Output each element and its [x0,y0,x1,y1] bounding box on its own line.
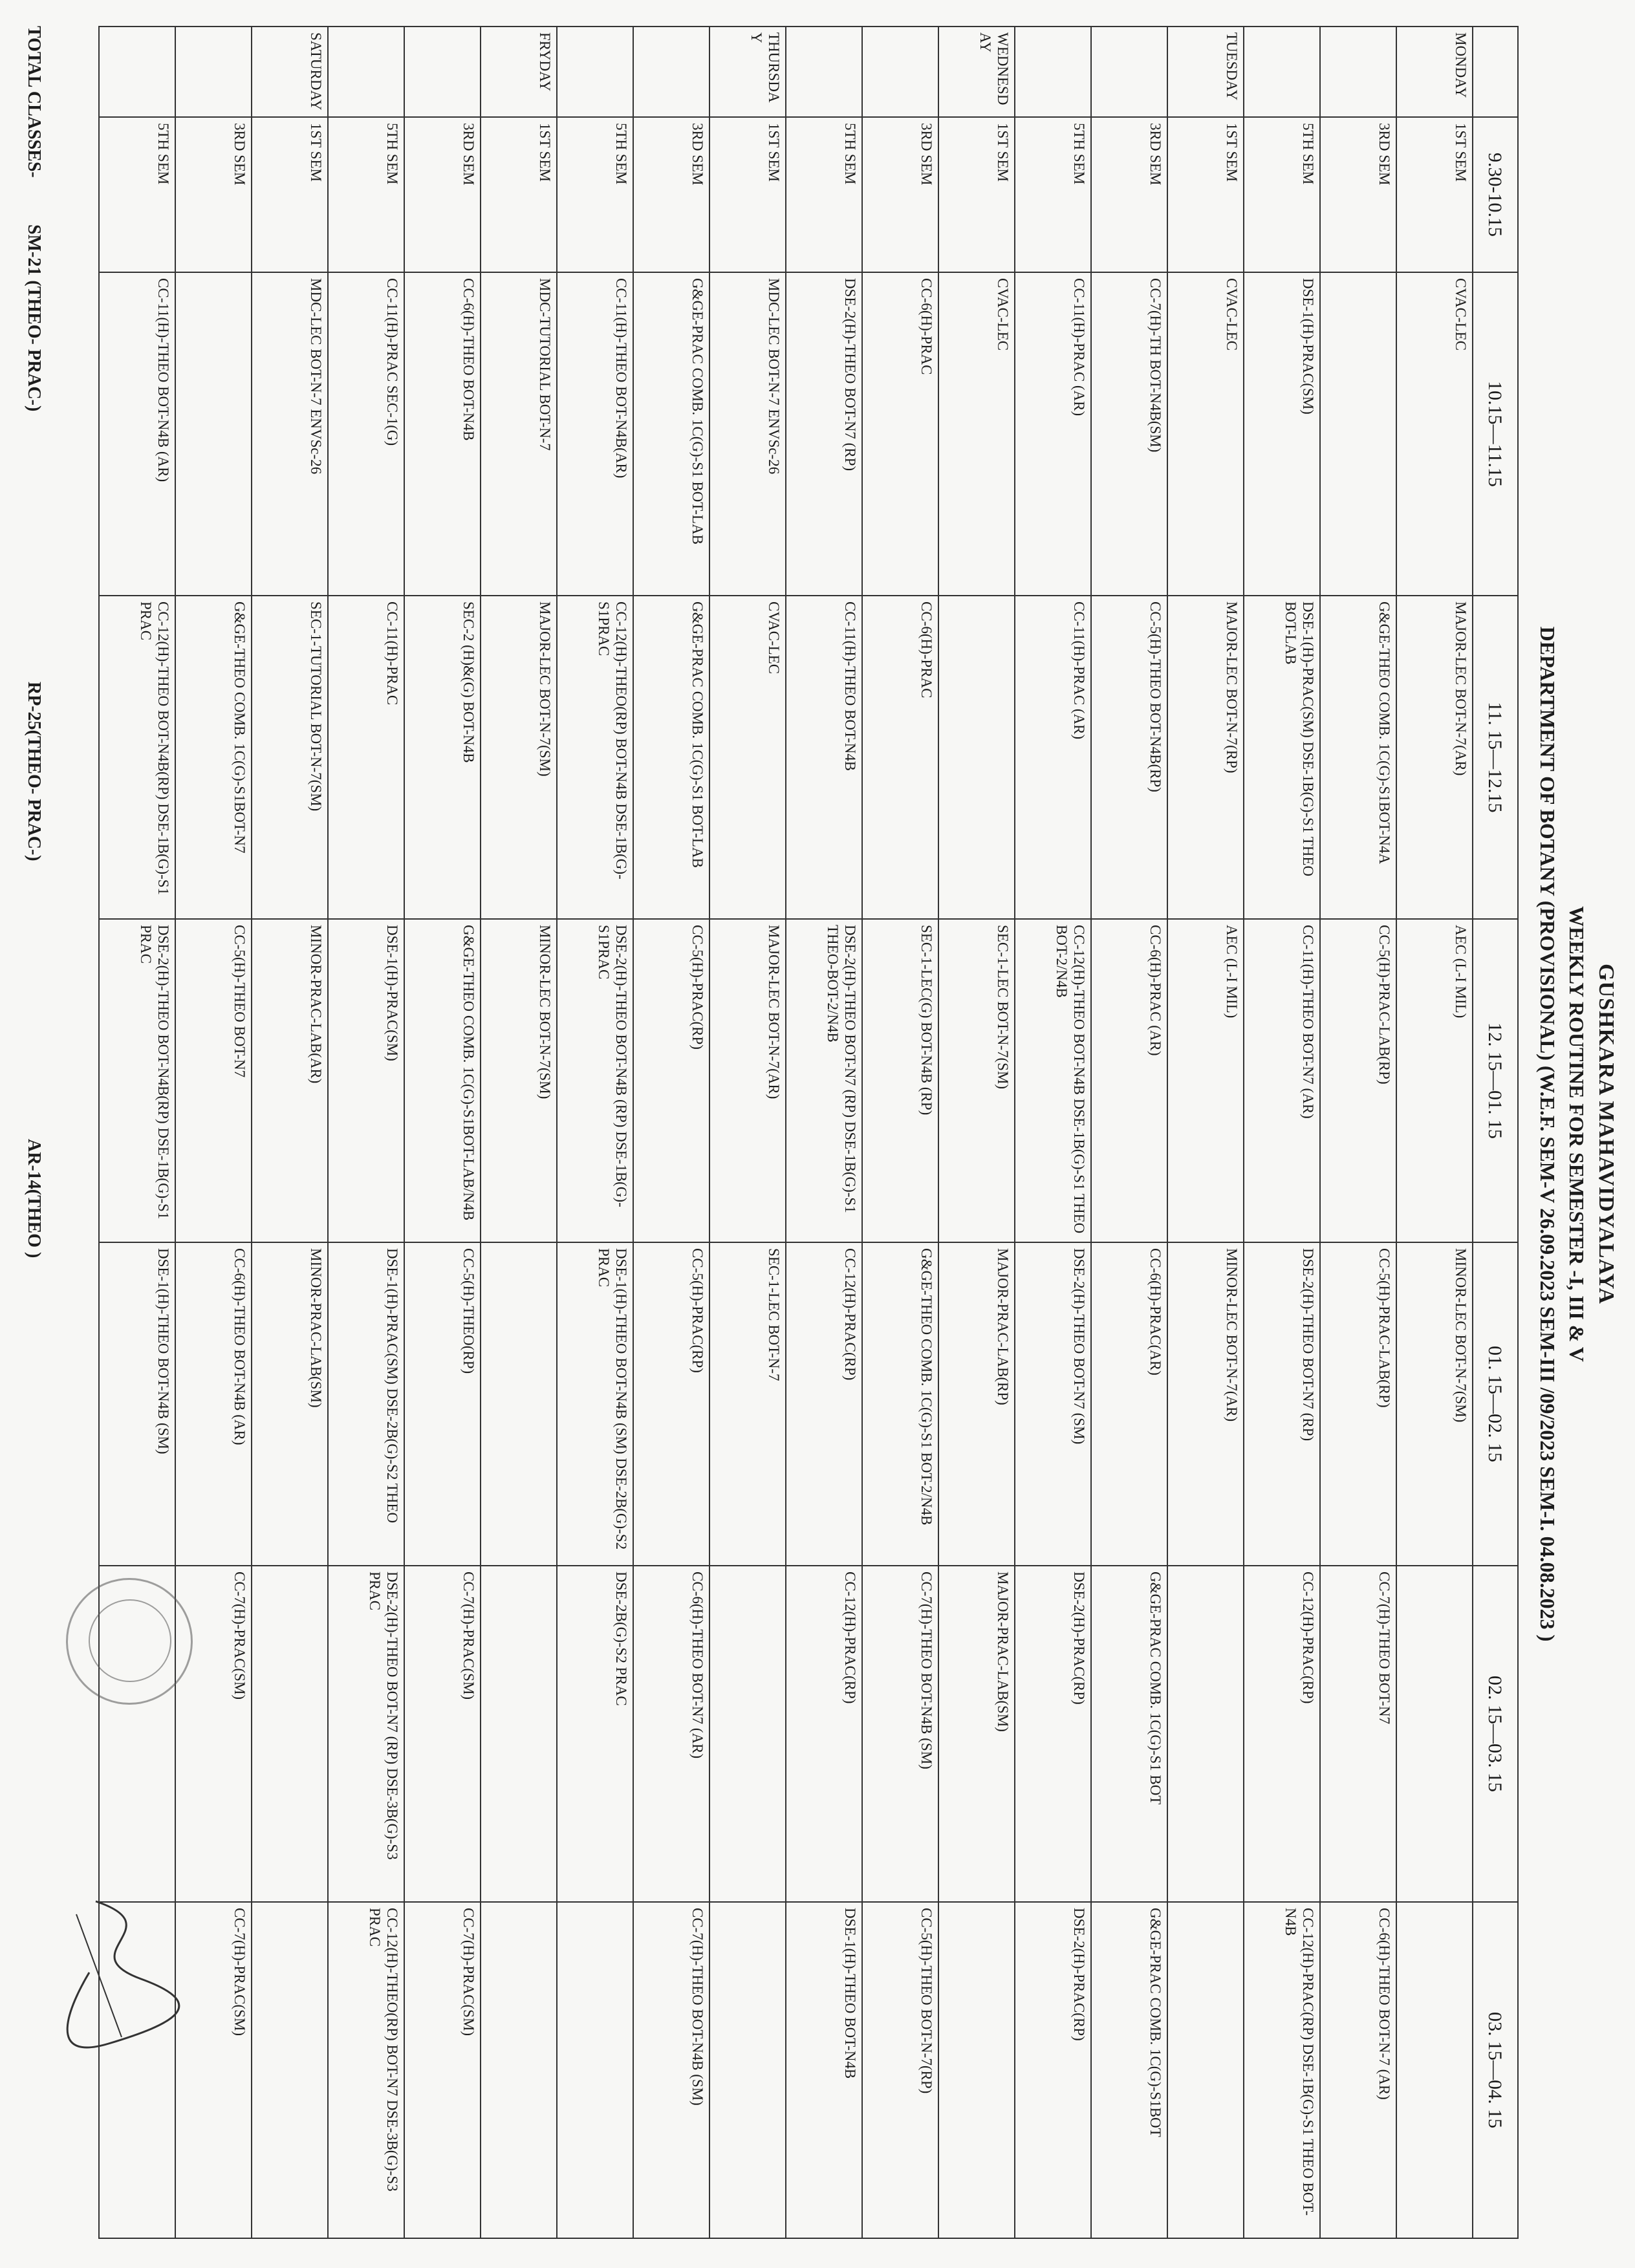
class-cell: AEC (L-I MIL) [1167,919,1244,1242]
class-cell [1320,272,1396,596]
class-cell: DSE-1(H)-PRAC(SM) DSE-1B(G)-S1 THEO BOT-LAB [1244,596,1320,919]
class-cell: DSE-2B(G)-S2 PRAC [557,1566,633,1902]
semester-cell: 3RD SEM [175,117,252,272]
semester-cell: 1ST SEM [938,117,1015,272]
class-cell: CC-6(H)-THEO BOT-N-7 (AR) [1320,1902,1396,2238]
class-cell: DSE-2(H)-PRAC(RP) [1015,1902,1091,2238]
semester-cell: 3RD SEM [1091,117,1167,272]
class-cell: DSE-2(H)-THEO BOT-N7 (RP) DSE-1B(G)-S1 THEO-BOT-2/N4B [786,919,862,1242]
class-cell [1396,1566,1473,1902]
routine-row [786,27,862,2238]
day-cell [1091,27,1167,117]
routine-table [98,26,1519,2239]
class-cell: CC-12(H)-PRAC(RP) [786,1566,862,1902]
class-cell: CC-5(H)-PRAC-LAB(RP) [1320,919,1396,1242]
routine-subtitle: DEPARTMENT OF BOTANY (PROVISIONAL) (W.E.F. SEM-V 26.09.2023 SEM-III /09/2023 SEM-I. 04.08.2023 ) [1536,626,1559,1642]
class-cell: CVAC-LEC [709,596,786,919]
class-cell: CC-7(H)-PRAC(SM) [404,1566,481,1902]
routine-row [1167,27,1244,2238]
class-cell: CC-7(H)-PRAC(SM) [404,1902,481,2238]
class-cell [1396,1902,1473,2238]
class-cell: CC-7(H)-PRAC(SM) [175,1566,252,1902]
routine-row [1091,27,1167,2238]
day-cell [633,27,709,117]
semester-cell: 1ST SEM [709,117,786,272]
class-cell: MAJOR-LEC BOT-N-7(RP) [1167,596,1244,919]
day-cell: FRYDAY [481,27,557,117]
class-cell: CC-11(H)-PRAC (AR) [1015,272,1091,596]
routine-row [481,27,557,2238]
class-cell: CC-7(H)-THEO BOT-N7 [1320,1566,1396,1902]
semester-cell: 5TH SEM [557,117,633,272]
class-cell: G&GE-THEO COMB. 1C(G)-S1BOT-N7 [175,596,252,919]
class-cell: G&GE-THEO COMB. 1C(G)-S1BOT-N4A [1320,596,1396,919]
class-cell: SEC-1-LEC(G) BOT-N4B (RP) [862,919,938,1242]
class-cell [938,596,1015,919]
semester-cell: 3RD SEM [1320,117,1396,272]
class-cell: G&GE-PRAC COMB. 1C(G)-S1 BOT-LAB [633,272,709,596]
class-cell: CC-7(H)-PRAC(SM) [175,1902,252,2238]
time-header-4: 01. 15—02. 15 [1473,1242,1518,1566]
class-cell: CC-12(H)-THEO(RP) BOT-N4B DSE-1B(G)-S1PRAC [557,596,633,919]
class-cell: G&GE-PRAC COMB. 1C(G)-S1 BOT-LAB [633,596,709,919]
class-cell: MAJOR-PRAC-LAB(RP) [938,1242,1015,1566]
class-cell: MAJOR-LEC BOT-N-7(AR) [1396,596,1473,919]
class-cell: CVAC-LEC [1167,272,1244,596]
class-cell: CC-12(H)-PRAC(RP) [786,1242,862,1566]
class-cell: DSE-2(H)-PRAC(RP) [1015,1566,1091,1902]
class-cell: CC-5(H)-THEO BOT-N7 [175,919,252,1242]
routine-row [862,27,938,2238]
class-cell: DSE-1(H)-PRAC(SM) [328,919,404,1242]
class-cell: MAJOR-LEC BOT-N-7(AR) [709,919,786,1242]
class-cell: CC-12(H)-THEO(RP) BOT-N7 DSE-3B(G)-S3 PRAC [328,1902,404,2238]
routine-row [1015,27,1091,2238]
class-cell: CC-7(H)-THEO BOT-N4B (SM) [633,1902,709,2238]
total-rp: RP-25(THEO- PRAC-) [24,682,44,861]
time-header-5: 02. 15—03. 15 [1473,1566,1518,1902]
class-cell: CC-7(H)-TH BOT-N4B(SM) [1091,272,1167,596]
day-cell [1320,27,1396,117]
total-label: TOTAL CLASSES- [24,26,44,178]
class-cell [557,1902,633,2238]
class-cell: CC-5(H)-PRAC(RP) [633,1242,709,1566]
class-cell: CC-6(H)-PRAC [862,272,938,596]
routine-row [557,27,633,2238]
class-cell: MDC-LEC BOT-N-7 ENVSc-26 [709,272,786,596]
class-cell: DSE-2(H)-THEO BOT-N4B(RP) DSE-1B(G)-S1 PRAC [99,919,175,1242]
class-cell: CC-11(H)-THEO BOT-N4B(AR) [557,272,633,596]
class-cell: AEC (L-I MIL) [1396,919,1473,1242]
class-cell: DSE-2(H)-THEO BOT-N7 (RP) [786,272,862,596]
time-header-0: 9.30-10.15 [1473,117,1518,272]
class-cell: CC-5(H)-THEO BOT-N4B(RP) [1091,596,1167,919]
class-cell: DSE-1(H)-THEO BOT-N4B (SM) DSE-2B(G)-S2 PRAC [557,1242,633,1566]
class-cell: CC-12(H)-PRAC(RP) DSE-1B(G)-S1 THEO BOT-N4B [1244,1902,1320,2238]
class-cell: MDC-LEC BOT-N-7 ENVSc-26 [252,272,328,596]
college-name: GUSHKARA MAHAVIDYALAYA [1594,964,1618,1304]
class-cell [252,1566,328,1902]
class-cell: DSE-2(H)-THEO BOT-N4B (RP) DSE-1B(G)-S1PRAC [557,919,633,1242]
college-seal [66,1578,193,1705]
class-cell [709,1566,786,1902]
class-cell [1167,1902,1244,2238]
class-cell: CC-6(H)-PRAC [862,596,938,919]
class-cell: CC-11(H)-PRAC (AR) [1015,596,1091,919]
class-cell: CC-5(H)-PRAC-LAB(RP) [1320,1242,1396,1566]
semester-cell: 5TH SEM [1244,117,1320,272]
class-cell: CC-11(H)-PRAC SEC-1(G) [328,272,404,596]
class-cell: G&GE-THEO COMB. 1C(G)-S1 BOT-2/N4B [862,1242,938,1566]
class-cell: CC-5(H)-PRAC(RP) [633,919,709,1242]
class-cell: CC-6(H)-THEO BOT-N4B [404,272,481,596]
semester-cell: 5TH SEM [99,117,175,272]
semester-cell: 1ST SEM [481,117,557,272]
routine-title: WEEKLY ROUTINE FOR SEMESTER -I, III & V [1565,906,1588,1362]
class-cell: SEC-1-TUTORIAL BOT-N-7(SM) [252,596,328,919]
class-cell: G&GE-PRAC COMB. 1C(G)-S1 BOT [1091,1566,1167,1902]
semester-cell: 5TH SEM [328,117,404,272]
class-cell [481,1566,557,1902]
total-ar: AR-14(THEO ) [24,1139,44,1258]
routine-row [1396,27,1473,2238]
routine-row [404,27,481,2238]
class-cell: MDC-TUTORIAL BOT-N-7 [481,272,557,596]
day-cell [786,27,862,117]
day-cell: MONDAY [1396,27,1473,117]
class-cell: CC-12(H)-THEO BOT-N4B DSE-1B(G)-S1 THEO BOT-2/N4B [1015,919,1091,1242]
day-cell: SATURDAY [252,27,328,117]
day-cell [328,27,404,117]
day-cell [862,27,938,117]
semester-cell: 1ST SEM [1396,117,1473,272]
routine-row [252,27,328,2238]
day-cell: TUESDAY [1167,27,1244,117]
class-cell: CC-5(H)-THEO BOT-N-7(RP) [862,1902,938,2238]
class-cell: CVAC-LEC [938,272,1015,596]
document-header [1519,0,1635,2268]
routine-row [633,27,709,2238]
class-cell: MINOR-LEC BOT-N-7(AR) [1167,1242,1244,1566]
class-cell: CC-5(H)-THEO(RP) [404,1242,481,1566]
semester-cell: 3RD SEM [404,117,481,272]
semester-cell: 3RD SEM [633,117,709,272]
class-cell: CC-11(H)-THEO BOT-N7 (AR) [1244,919,1320,1242]
class-cell: MINOR-LEC BOT-N-7(SM) [1396,1242,1473,1566]
routine-row [328,27,404,2238]
class-cell: CC-6(H)-THEO BOT-N4B (AR) [175,1242,252,1566]
class-cell: MINOR-LEC BOT-N-7(SM) [481,919,557,1242]
day-cell: THURSDAY [709,27,786,117]
class-cell: CC-11(H)-THEO BOT-N4B [786,596,862,919]
day-cell [404,27,481,117]
class-cell: MAJOR-PRAC-LAB(SM) [938,1566,1015,1902]
footer-totals [23,26,44,2238]
routine-row [1244,27,1320,2238]
class-cell: CC-7(H)-THEO BOT-N4B (SM) [862,1566,938,1902]
class-cell: CVAC-LEC [1396,272,1473,596]
class-cell [481,1902,557,2238]
class-cell [175,272,252,596]
class-cell: G&GE-THEO COMB. 1C(G)-S1BOT-LAB/N4B [404,919,481,1242]
day-cell [1244,27,1320,117]
class-cell: DSE-1(H)-PRAC(SM) [1244,272,1320,596]
routine-row [1320,27,1396,2238]
total-sm: SM-21 (THEO- PRAC-) [24,224,44,412]
class-cell: DSE-2(H)-THEO BOT-N7 (SM) [1015,1242,1091,1566]
day-header [1473,27,1518,117]
semester-cell: 3RD SEM [862,117,938,272]
class-cell: DSE-2(H)-THEO BOT-N7 (RP) [1244,1242,1320,1566]
class-cell: CC-12(H)-PRAC(RP) [1244,1566,1320,1902]
time-header-2: 11. 15—12.15 [1473,596,1518,919]
class-cell [938,1902,1015,2238]
semester-cell: 5TH SEM [1015,117,1091,272]
class-cell [1167,1566,1244,1902]
day-cell [557,27,633,117]
class-cell: CC-6(H)-PRAC(AR) [1091,1242,1167,1566]
semester-cell: 1ST SEM [1167,117,1244,272]
class-cell: G&GE-PRAC COMB. 1C(G)-S1BOT [1091,1902,1167,2238]
time-header-6: 03. 15—04. 15 [1473,1902,1518,2238]
class-cell: CC-6(H)-PRAC (AR) [1091,919,1167,1242]
class-cell [481,1242,557,1566]
semester-cell: 5TH SEM [786,117,862,272]
class-cell: CC-11(H)-THEO BOT-N4B (AR) [99,272,175,596]
class-cell: MINOR-PRAC-LAB(SM) [252,1242,328,1566]
class-cell: SEC-1-LEC BOT-N-7 [709,1242,786,1566]
class-cell: CC-6(H)-THEO BOT-N7 (AR) [633,1566,709,1902]
day-cell: WEDNESDAY [938,27,1015,117]
header-row [1473,27,1518,2238]
day-cell [99,27,175,117]
class-cell [709,1902,786,2238]
day-cell [175,27,252,117]
class-cell: MAJOR-LEC BOT-N-7(SM) [481,596,557,919]
routine-row [709,27,786,2238]
class-cell: SEC-1-LEC BOT-N-7(SM) [938,919,1015,1242]
time-header-3: 12. 15—01. 15 [1473,919,1518,1242]
class-cell: SEC-2 (H)&(G) BOT-N4B [404,596,481,919]
principal-signature [57,1875,199,2082]
class-cell: MINOR-PRAC-LAB(AR) [252,919,328,1242]
class-cell: DSE-1(H)-THEO BOT-N4B [786,1902,862,2238]
class-cell [252,1902,328,2238]
routine-body [99,27,1473,2238]
class-cell: DSE-1(H)-PRAC(SM) DSE-2B(G)-S2 THEO [328,1242,404,1566]
time-header-1: 10.15—11.15 [1473,272,1518,596]
day-cell [1015,27,1091,117]
class-cell: CC-11(H)-PRAC [328,596,404,919]
class-cell: DSE-2(H)-THEO BOT-N7 (RP) DSE-3B(G)-S3 PRAC [328,1566,404,1902]
routine-row [938,27,1015,2238]
class-cell: CC-12(H)-THEO BOT-N4B(RP) DSE-1B(G)-S1 PRAC [99,596,175,919]
class-cell: DSE-1(H)-THEO BOT-N4B (SM) [99,1242,175,1566]
semester-cell: 1ST SEM [252,117,328,272]
